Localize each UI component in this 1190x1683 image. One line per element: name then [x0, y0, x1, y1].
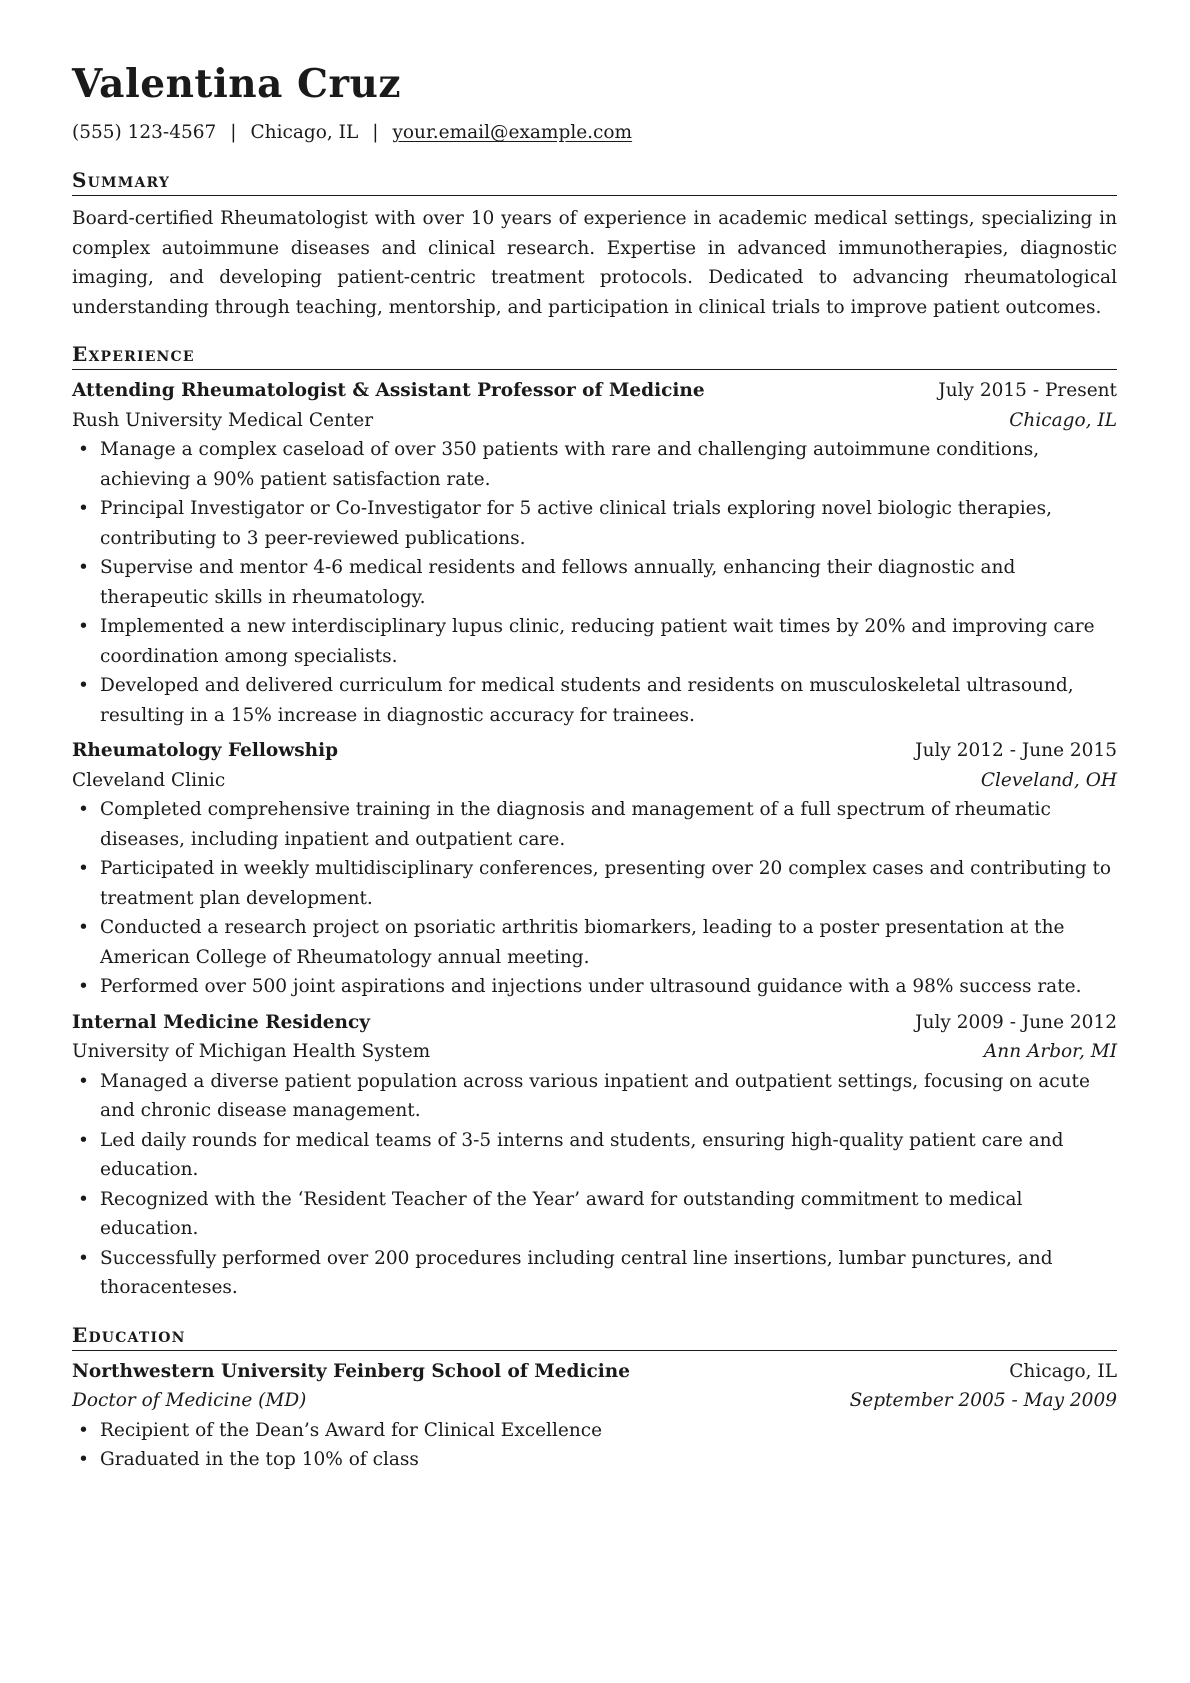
experience-subheader-row: [72, 766, 1117, 796]
bullet-item: [72, 795, 1117, 854]
bullet-text: Completed comprehensive training in the diagnosis and management of a full spectrum of rheumatic diseases, including inpatient and outpatient care.: [100, 799, 1051, 850]
employer: Cleveland Clinic: [72, 769, 226, 791]
bullet-glyph: •: [78, 1449, 89, 1470]
summary-text: Board-certified Rheumatologist with over 10 years of experience in academic medical settings, specializing in complex autoimmune diseases and clinical research. Expertise in advanced immunotherapies, diagnostic imaging, and developing patient-centric treatment protocols. Dedicated to advancing rheumatological understanding through teaching, mentorship, and participation in clinical trials to improve patient outcomes.: [72, 208, 1117, 318]
job-title: Rheumatology Fellowship: [72, 740, 339, 761]
resume-page: [72, 52, 1117, 1475]
job-dates: July 2015 - Present: [938, 380, 1117, 401]
contact-location: Chicago, IL: [250, 122, 359, 143]
bullet-glyph: •: [78, 1188, 89, 1210]
job-location: Ann Arbor, MI: [983, 1041, 1117, 1062]
experience-section: [72, 340, 1117, 1303]
bullet-glyph: •: [78, 439, 89, 460]
bullet-text: Graduated in the top 10% of class: [100, 1449, 419, 1470]
bullet-text: Successfully performed over 200 procedures including central line insertions, lumbar punctures, and thoracenteses.: [100, 1247, 1053, 1298]
experience-bullets: [72, 795, 1117, 1002]
job-dates: July 2012 - June 2015: [915, 740, 1117, 761]
bullet-item: [72, 1067, 1117, 1126]
bullet-text: Recipient of the Dean’s Award for Clinical Excellence: [100, 1419, 603, 1441]
candidate-name: Valentina Cruz: [72, 61, 402, 107]
bullet-text: Supervise and mentor 4-6 medical residents and fellows annually, enhancing their diagnostic and therapeutic skills in rheumatology.: [100, 557, 1016, 608]
bullet-glyph: •: [78, 498, 89, 519]
job-title: Internal Medicine Residency: [72, 1011, 370, 1033]
contact-separator: |: [230, 122, 237, 143]
bullet-glyph: •: [78, 1070, 89, 1092]
degree: Doctor of Medicine (MD): [72, 1390, 307, 1411]
bullet-glyph: •: [78, 799, 89, 820]
bullet-item: [72, 972, 1117, 1002]
bullet-text: Developed and delivered curriculum for medical students and residents on musculoskeletal ultrasound, resulting in a 15% increase in diagnostic accuracy for trainees.: [100, 675, 1074, 726]
bullet-text: Managed a diverse patient population across various inpatient and outpatient settings, focusing on acute and chronic disease management.: [100, 1070, 1090, 1121]
bullet-text: Principal Investigator or Co-Investigator for 5 active clinical trials exploring novel biologic therapies, contributing to 3 peer-reviewed publications.: [100, 498, 1052, 549]
contact-separator: |: [372, 122, 379, 143]
experience-header-row: [72, 736, 1117, 766]
bullet-item: [72, 854, 1117, 913]
bullet-glyph: •: [78, 675, 89, 696]
bullet-text: Recognized with the ‘Resident Teacher of the Year’ award for outstanding commitment to medical education.: [100, 1188, 1023, 1239]
job-title: Attending Rheumatologist & Assistant Professor of Medicine: [72, 380, 705, 401]
education-bullets: [72, 1416, 1117, 1475]
bullet-item: [72, 612, 1117, 671]
bullet-glyph: •: [78, 1419, 89, 1441]
education-subheader-row: [72, 1386, 1117, 1416]
education-dates: September 2005 - May 2009: [849, 1390, 1117, 1411]
bullet-item: [72, 913, 1117, 972]
bullet-item: [72, 1445, 1117, 1475]
bullet-glyph: •: [78, 616, 89, 637]
bullet-item: [72, 494, 1117, 553]
bullet-item: [72, 1185, 1117, 1244]
bullet-item: [72, 1416, 1117, 1446]
education-section: [72, 1321, 1117, 1475]
email-link[interactable]: your.email@example.com: [392, 122, 633, 143]
bullet-text: Conducted a research project on psoriatic arthritis biomarkers, leading to a poster presentation at the American College of Rheumatology annual meeting.: [100, 917, 1065, 968]
experience-bullets: [72, 1067, 1117, 1303]
employer: University of Michigan Health System: [72, 1041, 431, 1062]
bullet-item: [72, 553, 1117, 612]
experience-entry: [72, 1008, 1117, 1303]
experience-header-row: [72, 1008, 1117, 1038]
school-name: Northwestern University Feinberg School of Medicine: [72, 1360, 630, 1382]
bullet-text: Performed over 500 joint aspirations and injections under ultrasound guidance with a 98% success rate.: [100, 976, 1082, 997]
bullet-glyph: •: [78, 858, 89, 879]
school-location: Chicago, IL: [1009, 1360, 1117, 1382]
experience-entry: [72, 376, 1117, 730]
bullet-glyph: •: [78, 1129, 89, 1151]
job-dates: July 2009 - June 2012: [915, 1011, 1117, 1033]
bullet-glyph: •: [78, 557, 89, 578]
job-location: Cleveland, OH: [980, 769, 1117, 791]
summary-section: [72, 166, 1117, 322]
experience-subheader-row: [72, 1037, 1117, 1067]
bullet-text: Implemented a new interdisciplinary lupus clinic, reducing patient wait times by 20% and improving care coordination among specialists.: [100, 616, 1095, 667]
bullet-item: [72, 435, 1117, 494]
section-heading-summary: Summary: [72, 166, 1117, 196]
job-location: Chicago, IL: [1009, 409, 1117, 431]
section-heading-education: Education: [72, 1321, 1117, 1351]
experience-entry: [72, 736, 1117, 1002]
bullet-item: [72, 1126, 1117, 1185]
phone-number: (555) 123-4567: [72, 122, 217, 143]
experience-bullets: [72, 435, 1117, 730]
bullet-glyph: •: [78, 1247, 89, 1269]
education-header-row: [72, 1357, 1117, 1387]
employer: Rush University Medical Center: [72, 409, 374, 431]
bullet-glyph: •: [78, 976, 89, 997]
bullet-text: Led daily rounds for medical teams of 3-5 interns and students, ensuring high-quality patient care and education.: [100, 1129, 1064, 1180]
bullet-text: Participated in weekly multidisciplinary conferences, presenting over 20 complex cases and contributing to treatment plan development.: [100, 858, 1112, 909]
experience-header-row: [72, 376, 1117, 406]
contact-line: [72, 118, 1117, 148]
bullet-item: [72, 671, 1117, 730]
experience-subheader-row: [72, 406, 1117, 436]
bullet-item: [72, 1244, 1117, 1303]
section-heading-experience: Experience: [72, 340, 1117, 370]
bullet-glyph: •: [78, 917, 89, 938]
education-entry: [72, 1357, 1117, 1475]
bullet-text: Manage a complex caseload of over 350 patients with rare and challenging autoimmune conditions, achieving a 90% patient satisfaction rate.: [100, 439, 1040, 490]
